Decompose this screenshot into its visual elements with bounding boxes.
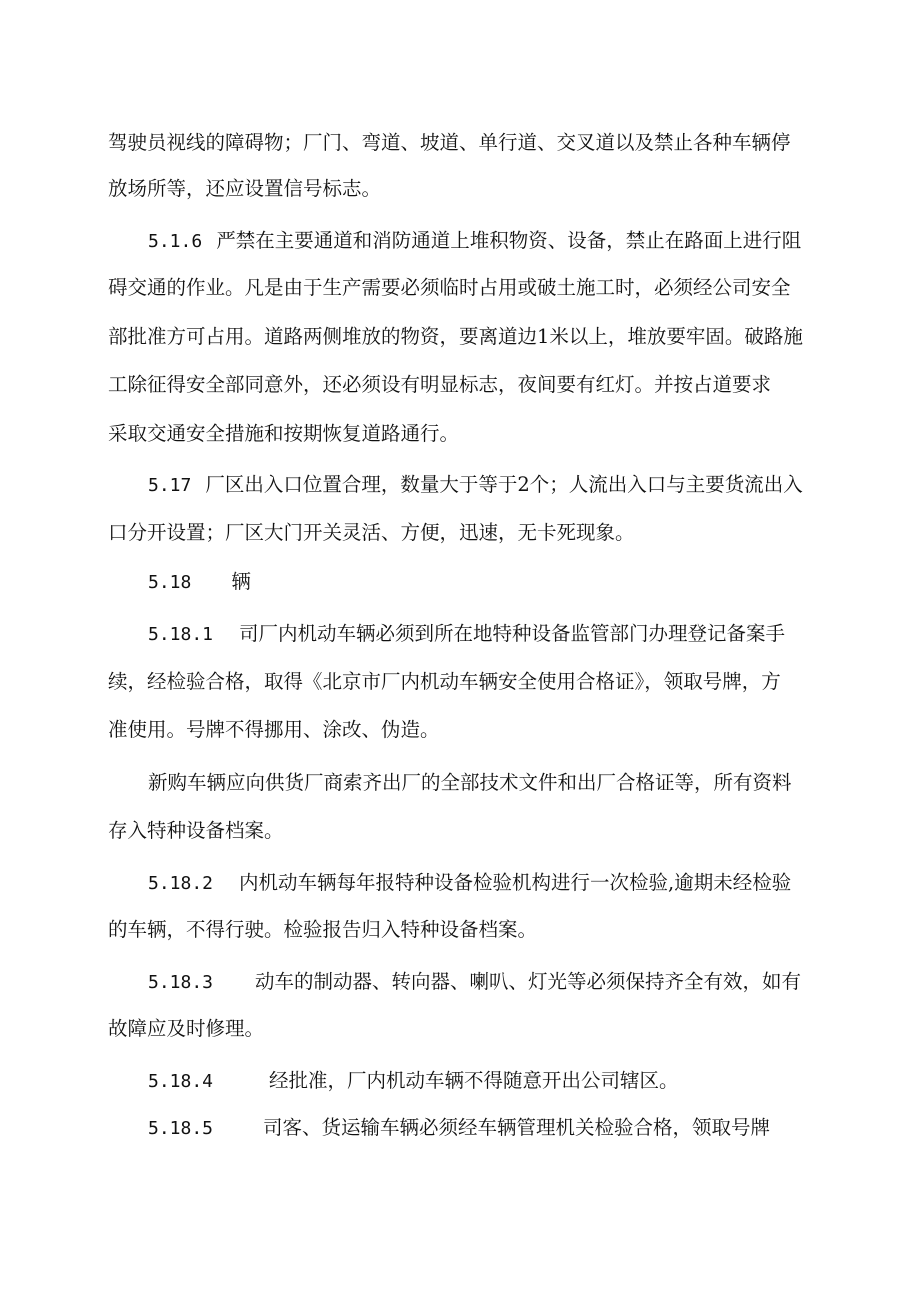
text-line: 准使用。号牌不得挪用、涂改、伪造。 xyxy=(108,718,440,741)
section-number: 5.17 xyxy=(148,475,192,496)
paragraph-line xyxy=(108,521,828,545)
paragraph-line xyxy=(108,1017,828,1041)
paragraph-line xyxy=(148,1116,868,1140)
paragraph-line xyxy=(108,819,828,843)
section-number: 5.18.1 xyxy=(148,624,214,645)
paragraph-line xyxy=(108,276,828,300)
section-number: 5.18 xyxy=(148,572,192,593)
text-line: 放场所等，还应设置信号标志。 xyxy=(108,177,382,200)
section-number: 5.18.4 xyxy=(148,1071,214,1092)
paragraph-line xyxy=(108,918,828,942)
paragraph-line xyxy=(148,970,868,994)
paragraph-line xyxy=(148,771,868,795)
section-title: 辆 xyxy=(231,570,251,593)
text-line: 经批准，厂内机动车辆不得随意开出公司辖区。 xyxy=(269,1069,679,1092)
text-line: 口分开设置；厂区大门开关灵活、方便，迅速，无卡死现象。 xyxy=(108,521,635,544)
text-line: 动车的制动器、转向器、喇叭、灯光等必须保持齐全有效，如有 xyxy=(255,970,802,993)
text-line: 严禁在主要通道和消防通道上堆积物资、设备，禁止在路面上进行阻 xyxy=(216,229,802,252)
section-number: 5.18.3 xyxy=(148,972,214,993)
text-line: 内机动车辆每年报特种设备检验机构进行一次检验,逾期未经检验 xyxy=(239,871,792,894)
text-line: 司厂内机动车辆必须到所在地特种设备监管部门办理登记备案手 xyxy=(239,622,786,645)
paragraph-line xyxy=(148,1069,868,1093)
text-line: 部批准方可占用。道路两侧堆放的物资，要离道边1米以上，堆放要牢固。破路施 xyxy=(108,325,803,348)
text-line: 驾驶员视线的障碍物；厂门、弯道、坡道、单行道、交叉道以及禁止各种车辆停 xyxy=(108,131,791,154)
text-line: 故障应及时修理。 xyxy=(108,1017,265,1040)
text-line: 工除征得安全部同意外，还必须设有明显标志，夜间要有红灯。并按占道要求 xyxy=(108,373,772,396)
paragraph-line xyxy=(148,622,868,646)
paragraph-line xyxy=(108,718,828,742)
section-number: 5.1.6 xyxy=(148,231,203,252)
text-line: 厂区出入口位置合理，数量大于等于2个；人流出入口与主要货流出入 xyxy=(205,473,803,496)
text-line: 存入特种设备档案。 xyxy=(108,819,284,842)
paragraph-line xyxy=(108,670,828,694)
paragraph-line xyxy=(108,422,828,446)
paragraph-line xyxy=(108,131,828,155)
section-number: 5.18.2 xyxy=(148,873,214,894)
paragraph-line xyxy=(108,177,828,201)
section-heading xyxy=(148,570,868,594)
text-line: 新购车辆应向供货厂商索齐出厂的全部技术文件和出厂合格证等，所有资料 xyxy=(148,771,792,794)
paragraph-line xyxy=(148,229,868,253)
paragraph-line xyxy=(108,325,828,349)
paragraph-line xyxy=(148,871,868,895)
paragraph-line xyxy=(108,373,828,397)
text-line: 采取交通安全措施和按期恢复道路通行。 xyxy=(108,422,460,445)
section-number: 5.18.5 xyxy=(148,1118,214,1139)
text-line: 碍交通的作业。凡是由于生产需要必须临时占用或破土施工时，必须经公司安全 xyxy=(108,276,791,299)
text-line: 续，经检验合格，取得《北京市厂内机动车辆安全使用合格证》，领取号牌，方 xyxy=(108,670,781,693)
text-line: 的车辆，不得行驶。检验报告归入特种设备档案。 xyxy=(108,918,538,941)
paragraph-line xyxy=(148,473,868,497)
text-line: 司客、货运输车辆必须经车辆管理机关检验合格，领取号牌 xyxy=(263,1116,771,1139)
